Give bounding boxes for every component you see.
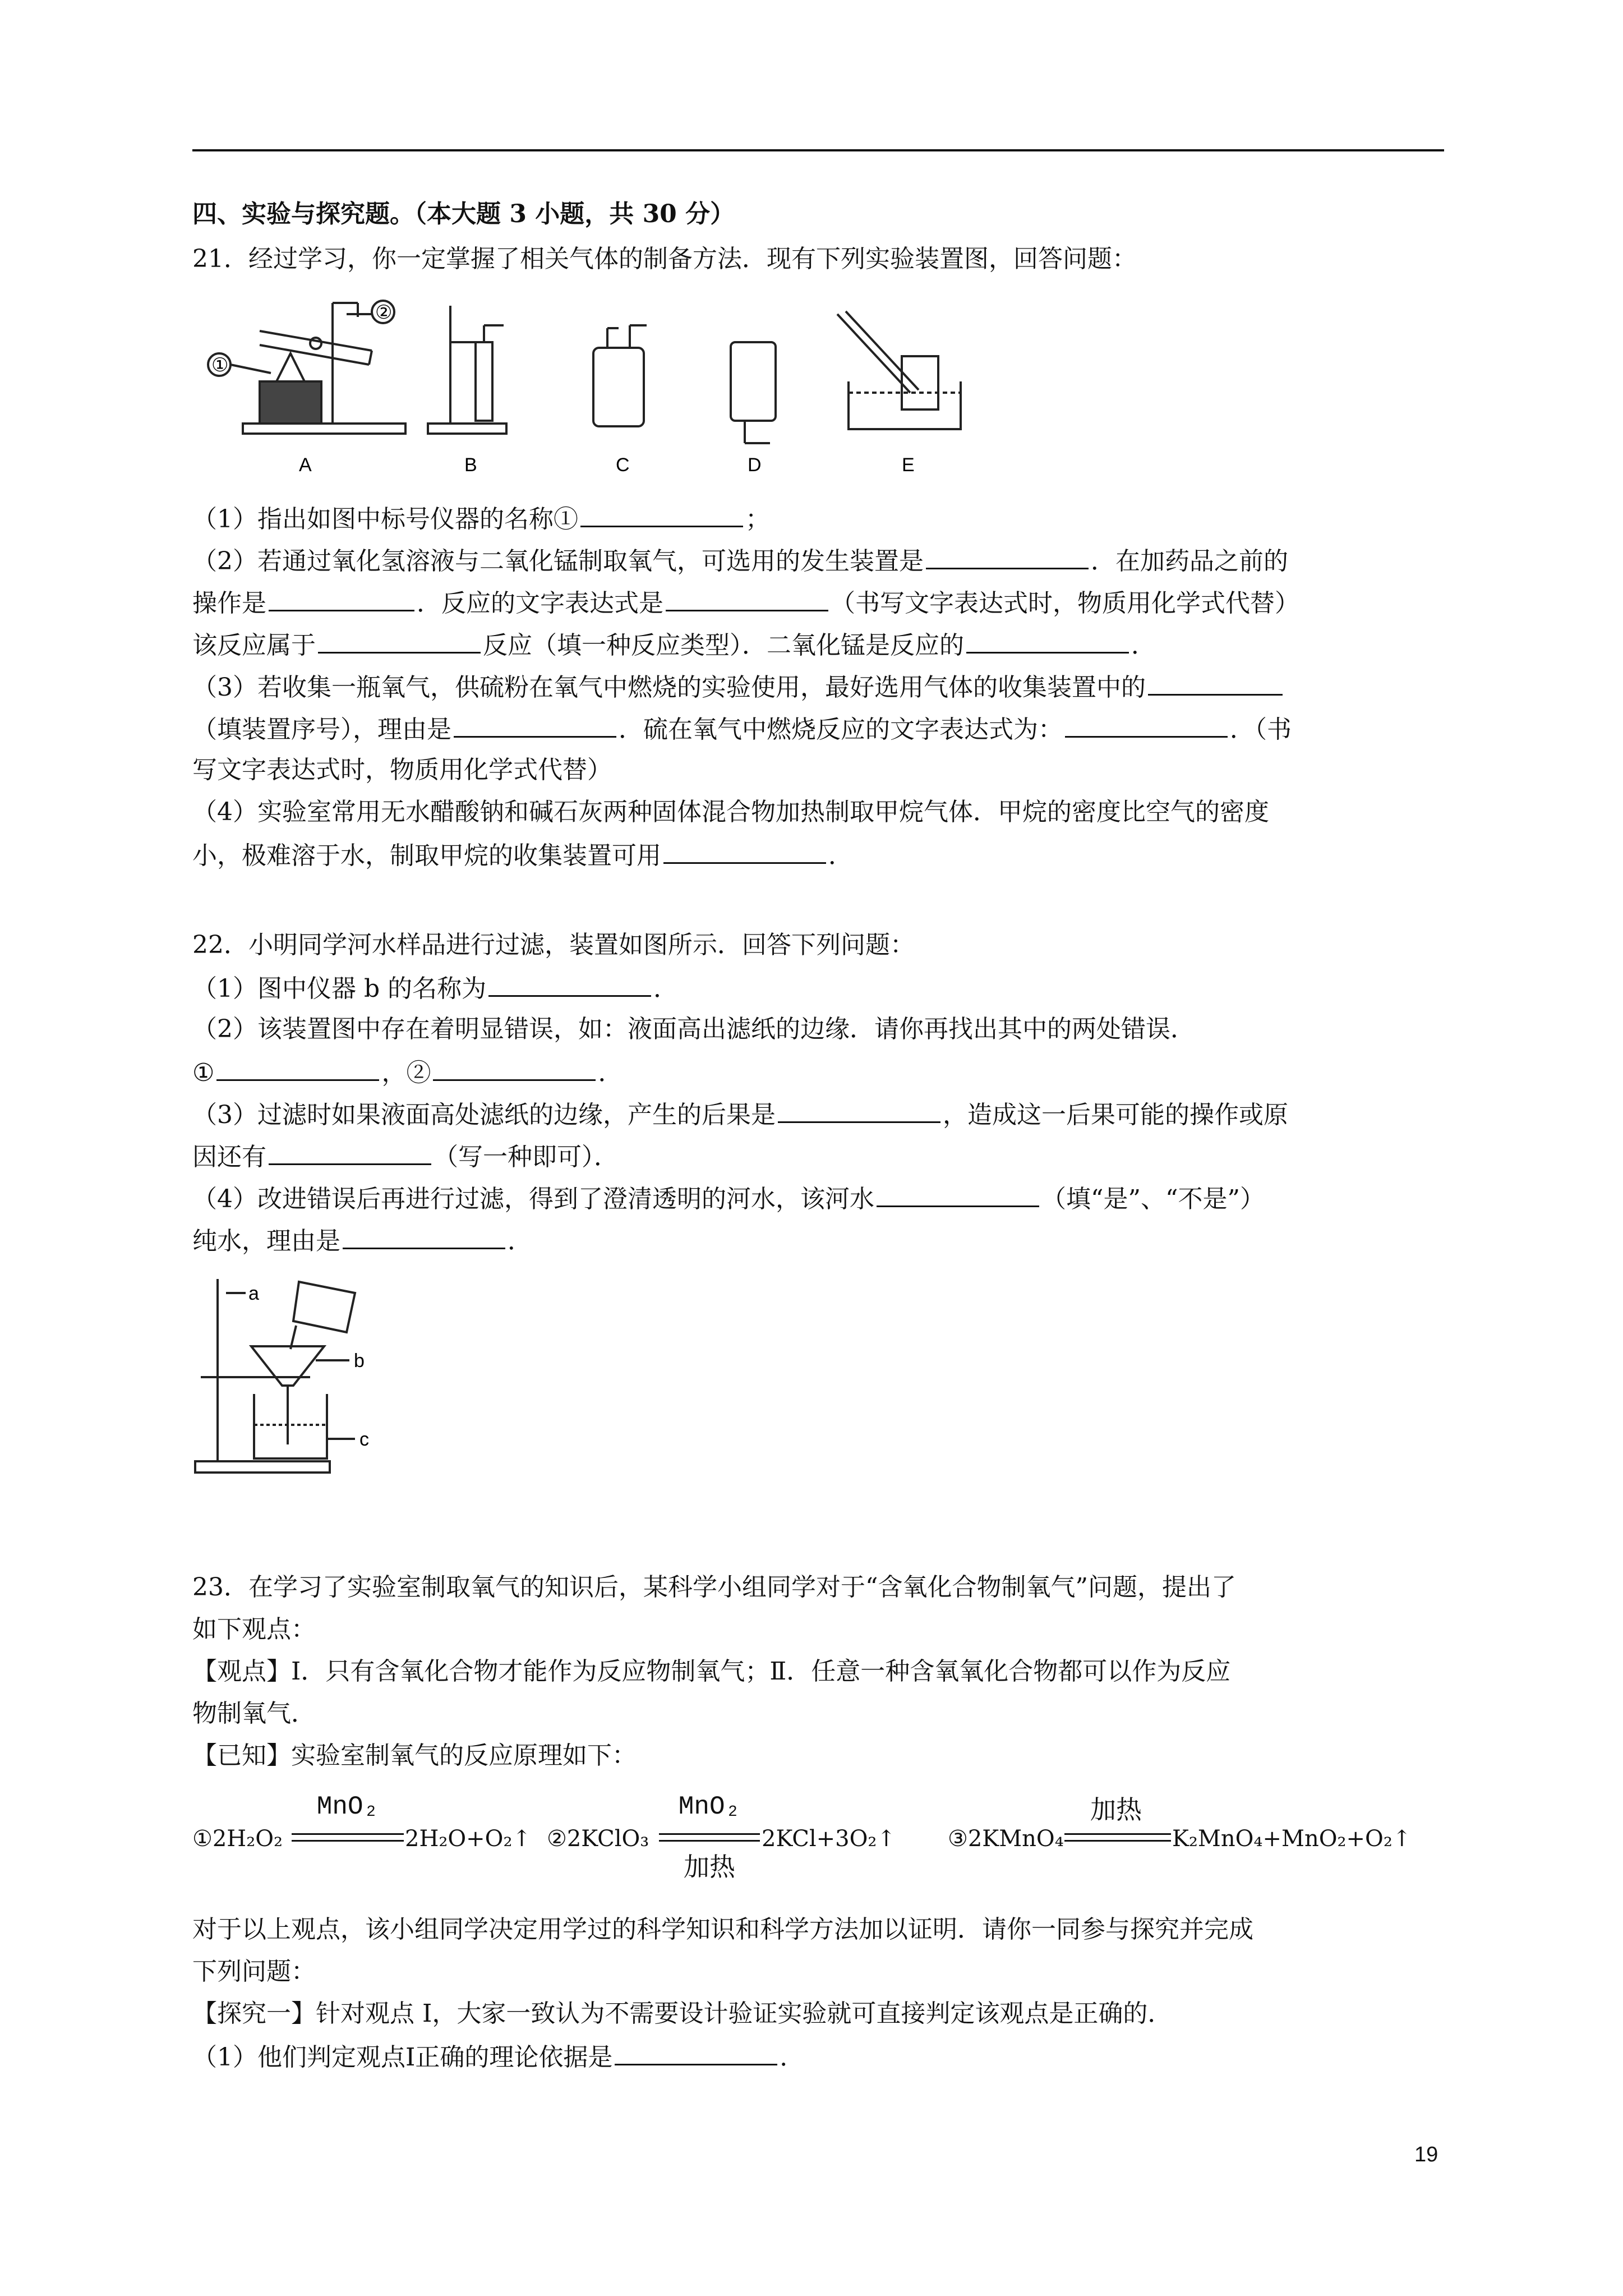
q22-label-b: b <box>354 1350 365 1372</box>
q22-part3-line2: 因还有 （写一种即可）． <box>192 1139 1444 1174</box>
section-title: 四、实验与探究题。（本大题 3 小题，共 30 分） <box>192 200 735 228</box>
eq3-arrow <box>1064 1833 1171 1835</box>
q21-part2-line3: 该反应属于 反应（填一种反应类型）．二氧化锰是反应的 ． <box>192 627 1444 662</box>
eq2-arrow-lower <box>659 1840 760 1842</box>
q21-blank-10[interactable] <box>663 838 826 864</box>
q22-label-c: c <box>359 1429 369 1450</box>
q21-blank-8[interactable] <box>454 711 616 738</box>
q23-explore1-question: （1）他们判定观点Ⅰ正确的理论依据是 ． <box>192 2039 1444 2074</box>
eq2-condition: 加热 <box>684 1852 735 1882</box>
q21-marker-2: ② <box>375 302 393 323</box>
q21-blank-3[interactable] <box>269 585 414 611</box>
q21-intro: 21．经过学习，你一定掌握了相关气体的制备方法．现有下列实验装置图，回答问题： <box>192 245 1137 273</box>
q22-intro: 22．小明同学河水样品进行过滤，装置如图所示．回答下列问题： <box>192 931 915 959</box>
q23-intro-line2: 如下观点： <box>192 1615 316 1644</box>
q22-blank-6[interactable] <box>877 1181 1039 1207</box>
eq2-reactant: ②2KClO₃ <box>547 1826 649 1852</box>
q23-followup-line2: 下列问题： <box>192 1957 316 1986</box>
q21-apparatus-figure <box>192 292 994 482</box>
q22-blank-4[interactable] <box>778 1097 940 1123</box>
q21-blank-4[interactable] <box>666 585 828 611</box>
eq1-arrow-lower <box>292 1840 404 1842</box>
q21-blank-5[interactable] <box>318 627 481 654</box>
q22-part4-line1: （4）改进错误后再进行过滤，得到了澄清透明的河水，该河水 （填“是”、“不是”） <box>192 1181 1444 1216</box>
q21-part2-line1: （2）若通过氧化氢溶液与二氧化锰制取氧气，可选用的发生装置是 ．在加药品之前的 <box>192 543 1444 578</box>
q23-followup-line1: 对于以上观点，该小组同学决定用学过的科学知识和科学方法加以证明．请你一同参与探究并完成 <box>192 1915 1253 1944</box>
q21-part4-line2: 小，极难溶于水，制取甲烷的收集装置可用 ． <box>192 838 1444 873</box>
q21-part1: （1）指出如图中标号仪器的名称① ； <box>192 501 1444 536</box>
q21-part2-line2: 操作是 ．反应的文字表达式是 （书写文字表达式时，物质用化学式代替） <box>192 585 1444 620</box>
q22-part3-line1: （3）过滤时如果液面高处滤纸的边缘，产生的后果是 ，造成这一后果可能的操作或原 <box>192 1097 1444 1132</box>
header-rule <box>192 149 1444 151</box>
q23-blank-1[interactable] <box>615 2039 777 2065</box>
q21-part3-line2: （填装置序号），理由是 ．硫在氧气中燃烧反应的文字表达式为： ．（书 <box>192 711 1444 747</box>
q23-viewpoint-line1: 【观点】Ⅰ．只有含氧化合物才能作为反应物制氧气；Ⅱ．任意一种含氧氧化合物都可以作为反应 <box>192 1657 1231 1686</box>
q23-explore1: 【探究一】针对观点 I，大家一致认为不需要设计验证实验就可直接判定该观点是正确的． <box>192 1999 1173 2028</box>
eq2-catalyst: MnO₂ <box>678 1792 741 1821</box>
q21-part3-line1: （3）若收集一瓶氧气，供硫粉在氧气中燃烧的实验使用，最好选用气体的收集装置中的 <box>192 669 1444 705</box>
q22-blank-3[interactable] <box>433 1055 596 1081</box>
q22-filtration-figure <box>192 1276 394 1475</box>
q21-part3-line3: 写文字表达式时，物质用化学式代替） <box>192 756 612 784</box>
q21-label-a: A <box>299 454 312 476</box>
q22-label-a: a <box>248 1283 259 1304</box>
q21-blank-7[interactable] <box>1148 669 1283 696</box>
q21-blank-6[interactable] <box>966 627 1129 654</box>
page-number: 19 <box>1414 2143 1438 2166</box>
q21-label-d: D <box>748 454 762 476</box>
q21-marker-1: ① <box>211 355 229 376</box>
q21-blank-2[interactable] <box>926 543 1089 569</box>
eq2-product: 2KCl+3O₂↑ <box>762 1826 896 1852</box>
q22-part4-line2: 纯水，理由是 ． <box>192 1223 1444 1258</box>
q22-blank-7[interactable] <box>343 1223 505 1249</box>
q21-label-e: E <box>902 454 915 476</box>
q23-known: 【已知】实验室制氧气的反应原理如下： <box>192 1741 637 1770</box>
q21-part4-line1: （4）实验室常用无水醋酸钠和碱石灰两种固体混合物加热制取甲烷气体．甲烷的密度比空气的密度 <box>192 798 1269 826</box>
q23-viewpoint-line2: 物制氧气． <box>192 1699 316 1728</box>
q21-blank-1[interactable] <box>580 501 743 527</box>
eq3-product: K₂MnO₄+MnO₂+O₂↑ <box>1172 1826 1412 1852</box>
q22-part2-line1: （2）该装置图中存在着明显错误，如：液面高出滤纸的边缘．请你再找出其中的两处错误． <box>192 1015 1195 1043</box>
q22-blank-5[interactable] <box>269 1139 431 1165</box>
eq3-reactant: ③2KMnO₄ <box>948 1826 1064 1852</box>
q21-label-c: C <box>616 454 630 476</box>
q22-part1: （1）图中仪器 b 的名称为 ． <box>192 970 1444 1006</box>
eq3-arrow-lower <box>1064 1840 1171 1842</box>
eq3-condition: 加热 <box>1090 1795 1142 1825</box>
q22-blank-1[interactable] <box>488 970 651 997</box>
eq1-arrow <box>292 1833 404 1835</box>
q22-part2-line2: ① ，② ． <box>192 1055 1444 1090</box>
eq1-catalyst: MnO₂ <box>316 1792 379 1821</box>
q21-label-b: B <box>464 454 477 476</box>
q21-blank-9[interactable] <box>1065 711 1228 738</box>
q23-intro-line1: 23．在学习了实验室制取氧气的知识后，某科学小组同学对于“含氧化合物制氧气”问题，提出了 <box>192 1573 1236 1602</box>
q22-blank-2[interactable] <box>216 1055 379 1081</box>
eq1-reactant: ①2H₂O₂ <box>192 1826 283 1852</box>
eq2-arrow <box>659 1833 760 1835</box>
eq1-product: 2H₂O+O₂↑ <box>405 1826 532 1852</box>
